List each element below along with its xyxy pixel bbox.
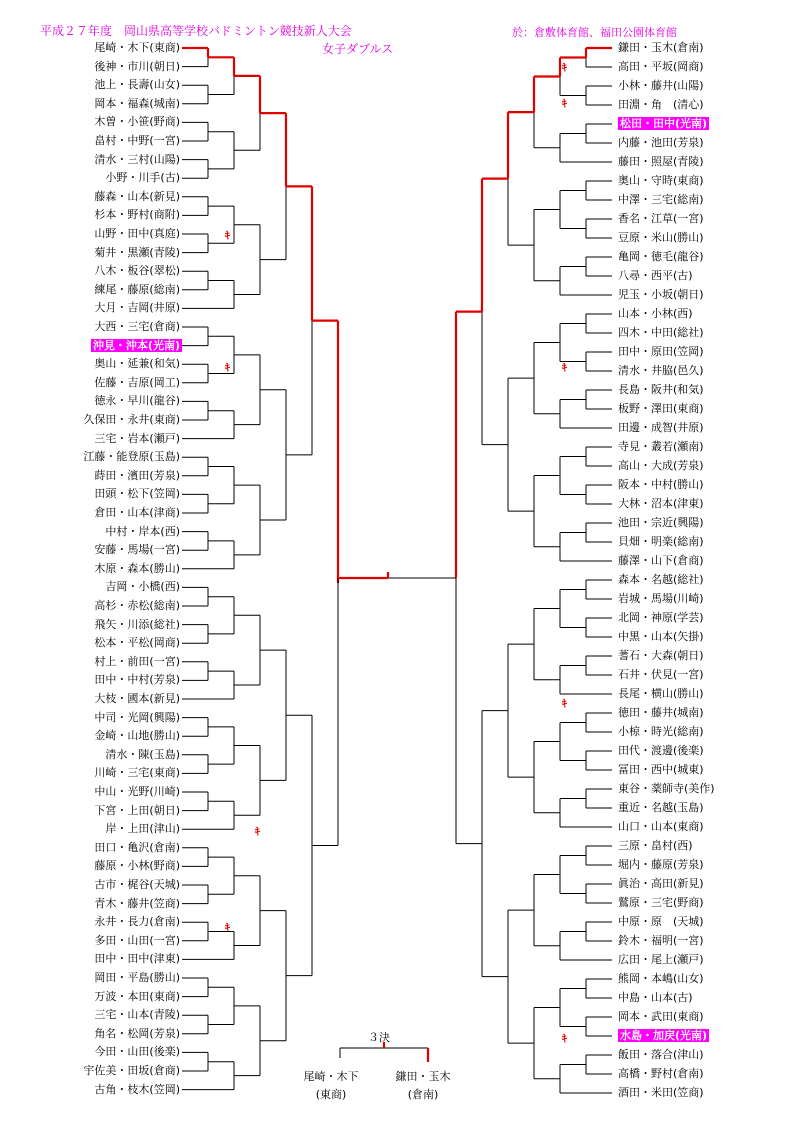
- left-team-entry: 中司・光岡(興陽): [94, 710, 180, 724]
- left-team-entry: 三宅・岩本(瀬戸): [94, 431, 180, 445]
- left-team-entry: 池上・長壽(山女): [94, 78, 180, 92]
- right-team-entry: 東谷・薬師寺(美作): [618, 782, 715, 795]
- left-team-entry: 後神・市川(朝日): [94, 59, 180, 73]
- left-team-entry: 杉本・野村(商附): [94, 208, 180, 222]
- left-team-entry: 田頭・松下(笠岡): [94, 487, 180, 501]
- left-team-entry: 菊井・黒瀬(青陵): [94, 245, 180, 259]
- right-team-entry: 北岡・神原(学芸): [618, 611, 704, 624]
- left-team-entry: 田口・亀沢(倉南): [94, 840, 180, 854]
- right-team-entry: 鈴木・福明(一宮): [618, 934, 704, 947]
- right-team-entry: 児玉・小坂(朝日): [618, 288, 704, 301]
- right-team-entry: 池田・宗近(興陽): [618, 516, 704, 529]
- right-team-entry: 清水・井脇(邑久): [618, 364, 704, 377]
- left-team-entry: 飛矢・川添(総社): [94, 617, 180, 631]
- right-team-entry: 熊岡・本嶋(山女): [618, 972, 704, 985]
- right-team-entry: 眞治・高田(新見): [618, 877, 704, 890]
- third-place-left-pair: 尾崎・木下: [303, 1070, 359, 1083]
- right-team-entry: 広田・尾上(瀬戸): [618, 953, 704, 966]
- left-team-entry: 倉田・山本(津商): [94, 506, 180, 519]
- right-team-entry: 重近・名越(玉島): [618, 801, 704, 814]
- right-team-entry: 板野・澤田(東商): [618, 402, 704, 415]
- forfeit-mark: ｷ: [225, 231, 230, 242]
- forfeit-mark: ｷ: [562, 99, 567, 110]
- right-team-entry: 四木・中田(総社): [618, 326, 704, 339]
- right-team-entry: 内藤・池田(芳泉): [618, 136, 704, 149]
- forfeit-mark: ｷ: [562, 1034, 567, 1045]
- right-team-entry: 飯田・落合(津山): [618, 1048, 704, 1061]
- left-team-entry: 今田・山田(後楽): [94, 1045, 180, 1059]
- right-team-entry: 中島・山本(古): [618, 991, 693, 1004]
- left-team-entry: 中村・岸本(西): [105, 524, 180, 538]
- left-team-entry: 清水・三村(山陽): [94, 152, 180, 166]
- right-team-entry: 小林・藤井(山陽): [618, 79, 704, 92]
- left-team-entry: 清水・陳(玉島): [105, 747, 180, 761]
- left-team-entry: 高杉・赤松(総南): [94, 599, 180, 612]
- right-team-entry: 亀岡・徳毛(龍谷): [618, 250, 704, 263]
- left-team-entry: 小野・川手(古): [105, 171, 180, 185]
- right-team-entry: 鷲原・三宅(野商): [618, 896, 704, 909]
- left-team-entry: 大枝・國本(新見): [94, 692, 180, 705]
- third-place-right-pair: 鎌田・玉木: [395, 1070, 451, 1083]
- third-place-title: ３決: [368, 1031, 390, 1044]
- left-team-entry: 尾崎・木下(東商): [94, 41, 180, 54]
- left-team-entry: 久保田・永井(東商): [83, 413, 180, 426]
- right-team-entry: 酒田・米田(笠商): [618, 1086, 704, 1099]
- left-team-entry: 田中・中村(芳泉): [94, 673, 180, 687]
- left-team-entry: 沖見・沖本(光南): [92, 338, 180, 352]
- left-team-entry: 三宅・山本(青陵): [94, 1008, 180, 1022]
- right-team-entry: 中黒・山本(矢掛): [618, 630, 704, 643]
- forfeit-mark: ｷ: [562, 363, 567, 374]
- third-place-right-school: (倉南): [407, 1088, 439, 1101]
- right-team-entry: 田中・原田(笠岡): [618, 345, 704, 358]
- left-team-entry: 藤森・山本(新見): [94, 189, 180, 203]
- right-team-entry: 豆原・米山(勝山): [618, 231, 704, 244]
- right-team-entry: 田淵・角 (清心): [618, 98, 704, 111]
- forfeit-mark: ｷ: [562, 699, 567, 710]
- left-team-entry: 奥山・延兼(和気): [94, 357, 180, 371]
- right-team-entry: 藤田・照屋(青陵): [618, 155, 704, 168]
- right-team-entry: 水島・加戻(光南): [620, 1029, 708, 1042]
- left-team-entry: 岸・上田(津山): [105, 822, 180, 836]
- left-team-entry: 練尾・藤原(総南): [94, 282, 180, 296]
- left-team-entry: 蒔田・濱田(芳泉): [94, 468, 180, 482]
- venue-label: 於：倉敷体育館、福田公園体育館: [512, 26, 677, 39]
- right-team-entry: 高山・大成(芳泉): [618, 459, 704, 472]
- left-team-entry: 木原・森本(勝山): [94, 561, 180, 575]
- forfeit-mark: ｷ: [225, 923, 230, 934]
- right-team-entry: 中原・原 (天城): [618, 915, 704, 928]
- left-team-entry: 徳永・早川(龍谷): [94, 394, 180, 408]
- left-team-entry: 吉岡・小橋(西): [105, 580, 180, 594]
- left-team-entry: 江藤・能登原(玉島): [83, 450, 180, 464]
- left-team-entry: 下宮・上田(朝日): [94, 803, 180, 817]
- left-team-entry: 中山・光野(川崎): [94, 785, 180, 798]
- left-team-entry: 永井・長力(倉南): [94, 915, 180, 929]
- left-team-entry: 佐藤・吉原(岡工): [94, 375, 180, 389]
- left-team-entry: 川崎・三宅(東商): [94, 766, 180, 780]
- left-team-entry: 松本・平松(岡商): [94, 636, 180, 650]
- right-team-entry: 藤澤・山下(倉商): [618, 554, 704, 567]
- left-team-entry: 村上・前田(一宮): [94, 654, 180, 668]
- right-team-entry: 三原・畠村(西): [618, 839, 693, 852]
- right-team-entry: 岩城・馬場(川崎): [618, 592, 704, 605]
- third-place-left-school: (東商): [315, 1088, 347, 1101]
- right-team-entry: 長尾・横山(勝山): [618, 687, 704, 700]
- left-team-entry: 古角・枝木(笠岡): [94, 1082, 180, 1096]
- right-team-entry: 貝畑・明楽(総南): [618, 535, 704, 548]
- right-team-entry: 岡本・武田(東商): [618, 1010, 704, 1023]
- left-team-entry: 畠村・中野(一宮): [94, 134, 180, 147]
- right-team-entry: 山本・小林(西): [618, 307, 693, 320]
- left-team-entry: 山野・田中(真庭): [94, 227, 180, 240]
- tournament-title: 平成２７年度 岡山県高等学校バドミントン競技新人大会: [40, 24, 352, 38]
- right-team-entry: 寺見・叢若(瀬南): [618, 440, 704, 453]
- left-team-entry: 岡田・平島(勝山): [94, 971, 180, 984]
- left-team-entry: 角名・松岡(芳泉): [94, 1026, 180, 1040]
- right-team-entry: 奥山・守時(東商): [618, 174, 704, 187]
- event-category: 女子ダブルス: [322, 42, 394, 56]
- right-team-entry: 石井・伏見(一宮): [618, 668, 704, 681]
- right-team-entry: 蓍石・大森(朝日): [618, 649, 704, 662]
- left-team-entry: 万波・本田(東商): [94, 989, 180, 1003]
- right-team-entry: 小椋・時光(総南): [618, 725, 704, 738]
- left-team-entry: 藤原・小林(野商): [94, 859, 180, 873]
- right-team-entry: 田邊・成智(井原): [618, 421, 704, 434]
- left-team-entry: 大西・三宅(倉商): [94, 320, 180, 333]
- left-team-entry: 古市・梶谷(天城): [94, 878, 180, 891]
- forfeit-mark: ｷ: [562, 63, 567, 74]
- left-team-entry: 木曽・小笹(野商): [94, 115, 180, 129]
- right-team-entry: 香名・江草(一宮): [618, 212, 704, 225]
- left-team-entry: 岡本・福森(城南): [94, 96, 180, 110]
- right-team-entry: 森本・名越(総社): [618, 573, 704, 586]
- left-team-entry: 八木・板谷(翠松): [94, 264, 180, 278]
- right-team-entry: 阪本・中村(勝山): [618, 478, 704, 491]
- left-team-entry: 安藤・馬場(一宮): [94, 543, 180, 557]
- forfeit-mark: ｷ: [225, 363, 230, 374]
- right-team-entry: 田代・渡邊(後楽): [618, 744, 704, 757]
- right-team-entry: 高橋・野村(倉南): [618, 1067, 704, 1080]
- right-team-entry: 大林・沼本(津東): [618, 497, 704, 510]
- left-team-entry: 田中・田中(津東): [94, 952, 180, 966]
- right-team-entry: 長島・阪井(和気): [618, 383, 704, 396]
- forfeit-mark: ｷ: [255, 827, 260, 838]
- right-team-entry: 八尋・西平(古): [618, 269, 693, 282]
- right-team-entry: 鎌田・玉木(倉南): [618, 41, 704, 54]
- left-team-entry: 多田・山田(一宮): [94, 933, 180, 947]
- left-team-entry: 大月・吉岡(井原): [94, 301, 180, 315]
- left-team-entry: 宇佐美・田坂(倉商): [83, 1064, 180, 1077]
- right-team-entry: 堀内・藤原(芳泉): [618, 858, 704, 871]
- left-team-entry: 金崎・山地(勝山): [94, 729, 180, 743]
- right-team-entry: 徳田・藤井(城南): [618, 706, 704, 719]
- right-team-entry: 中澤・三宅(総南): [618, 193, 704, 206]
- right-team-entry: 冨田・西中(城東): [618, 763, 704, 776]
- right-team-entry: 山口・山本(東商): [618, 820, 704, 833]
- right-team-entry: 松田・田中(光南): [620, 117, 708, 130]
- right-team-entry: 高田・平坂(岡商): [618, 60, 704, 73]
- left-team-entry: 青木・藤井(笠商): [94, 896, 180, 910]
